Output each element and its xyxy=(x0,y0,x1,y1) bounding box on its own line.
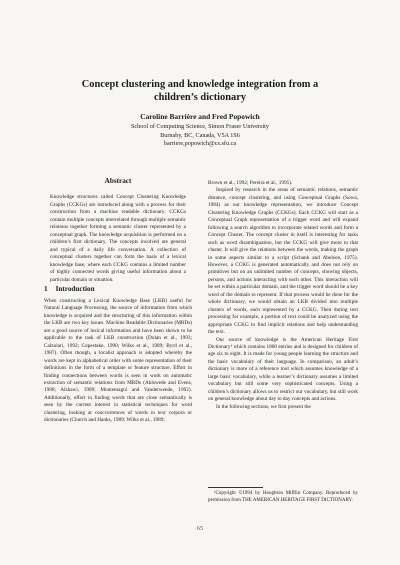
footnote-divider xyxy=(208,487,263,488)
right-column-text xyxy=(208,180,358,411)
introduction-body: When constructing a Lexical Knowledge Base (LKB) useful for Natural Language Processing, the source of information from which knowledge is acquired and the structuring of this information within the LKB are two key issues. Machine Readable Dictionaries (MRDs) are a good source of lexical information and have been shown to be applicable to the task of LKB construction (Dolan et al., 1993; Calzolari, 1992; Copestake, 1990; Wilks et al., 1989; Byrd et al., 1987). Often though, a localist approach is adopted whereby the words are kept in alphabetical order with some representation of their definitions in the form of a template or feature structure. Effort in finding connections between words is seen in work on automatic extraction of semantic relations from MRDs (Ahlswede and Evens, 1988; Alshawi, 1989; Montemagni and Vanderwende, 1992). Additionally, effort in finding words that are close semantically is seen by the current interest in statistical techniques for word clustering, looking at cooccurrences of words in text corpora or dictionaries (Church and Hanks, 1989; Wilks et al., 1989; xyxy=(44,298,192,424)
section-heading-introduction xyxy=(44,285,192,293)
abstract-heading: Abstract xyxy=(104,177,132,185)
section-number: 1 xyxy=(44,285,48,293)
paper-title xyxy=(40,78,360,104)
title-line-2: children’s dictionary xyxy=(153,92,247,103)
title-line-1: Concept clustering and knowledge integration from a xyxy=(81,79,319,90)
author-email: barriere,popowich@cs.sfu.ca xyxy=(163,140,237,148)
footnote xyxy=(208,491,358,504)
affiliation xyxy=(60,123,340,149)
section-title: Introduction xyxy=(55,285,95,293)
affiliation-address: Burnaby, BC, Canada, V5A 1S6 xyxy=(160,131,240,139)
affiliation-school: School of Computing Science, Simon Fraser University xyxy=(130,123,269,130)
abstract-body: Knowledge structures called Concept Clustering Knowledge Graphs (CCKGs) are introduced along with a process for their construction from a machine readable dictionary. CCKGs contain multiple concepts interrelated through multiple semantic relations together forming a semantic cluster represented by a conceptual graph. The knowledge acquisition is performed on a children’s first dictionary. The concepts involved are general and typical of a daily life conversation. A collection of conceptual clusters together can form the basis of a lexical knowledge base, where each CCKG contains a limited number of highly connected words giving useful information about a particular domain or situation. xyxy=(50,194,186,283)
author-names: Caroline Barrière and Fred Popowich xyxy=(140,112,260,121)
page-number: 65 xyxy=(196,525,204,532)
footnote-text: ¹Copyright ©1994 by Houghton Mifflin Company. Reproduced by permission from THE AMERICAN HERITAGE FIRST DICTIONARY. xyxy=(208,491,358,503)
right-paragraph-4: In the following sections, we first present the xyxy=(216,403,311,410)
right-paragraph-2: Inspired by research in the areas of semantic relations, semantic distance, concept clustering, and using Conceptual Graphs (Sowa, 1984) as our knowledge representation, we introduce Concept Clustering Knowledge Graphs (CCKGs). Each CCKG will start as a Conceptual Graph representation of a trigger word and will expand following a search algorithm to incorporate related words and form a Concept Cluster. The concept cluster in itself is interesting for tasks such as word disambiguation, but the CCKG will give more to that cluster. It will give the relations between the words, making the graph in some aspects similar to a script (Schank and Abelson, 1975). However, a CCKG is generated automatically and does not rely on primitives but on an unlimited number of concepts, showing objects, persons, and actions interacting with each other. This interaction will be set within a particular domain, and the trigger word should be a key word of the domain to represent. If that process would be done for the whole dictionary, we would obtain an LKB divided into multiple clusters of words, each represented by a CCKG. Then during text processing for example, a portion of text could be analyzed using the appropriate CCKG to find implicit relations and help understanding the text. xyxy=(208,187,358,336)
right-paragraph-1: Brown et al., 1992; Pereira et al., 1995). xyxy=(208,180,293,186)
right-paragraph-3: Our source of knowledge is the American Heritage First Dictionary¹ which contains 1800 entries and is designed for children of age six to eight. It is made for young people learning the structure and the basic vocabulary of their language. In comparison, an adult’s dictionary is more of a reference tool which assumes knowledge of a large basic vocabulary, while a learner’s dictionary assumes a limited vocabulary but still some very sophisticated concepts. Using a children’s dictionary allows us to restrict our vocabulary, but still work on general knowledge about day to day concepts and actions. xyxy=(208,336,358,403)
